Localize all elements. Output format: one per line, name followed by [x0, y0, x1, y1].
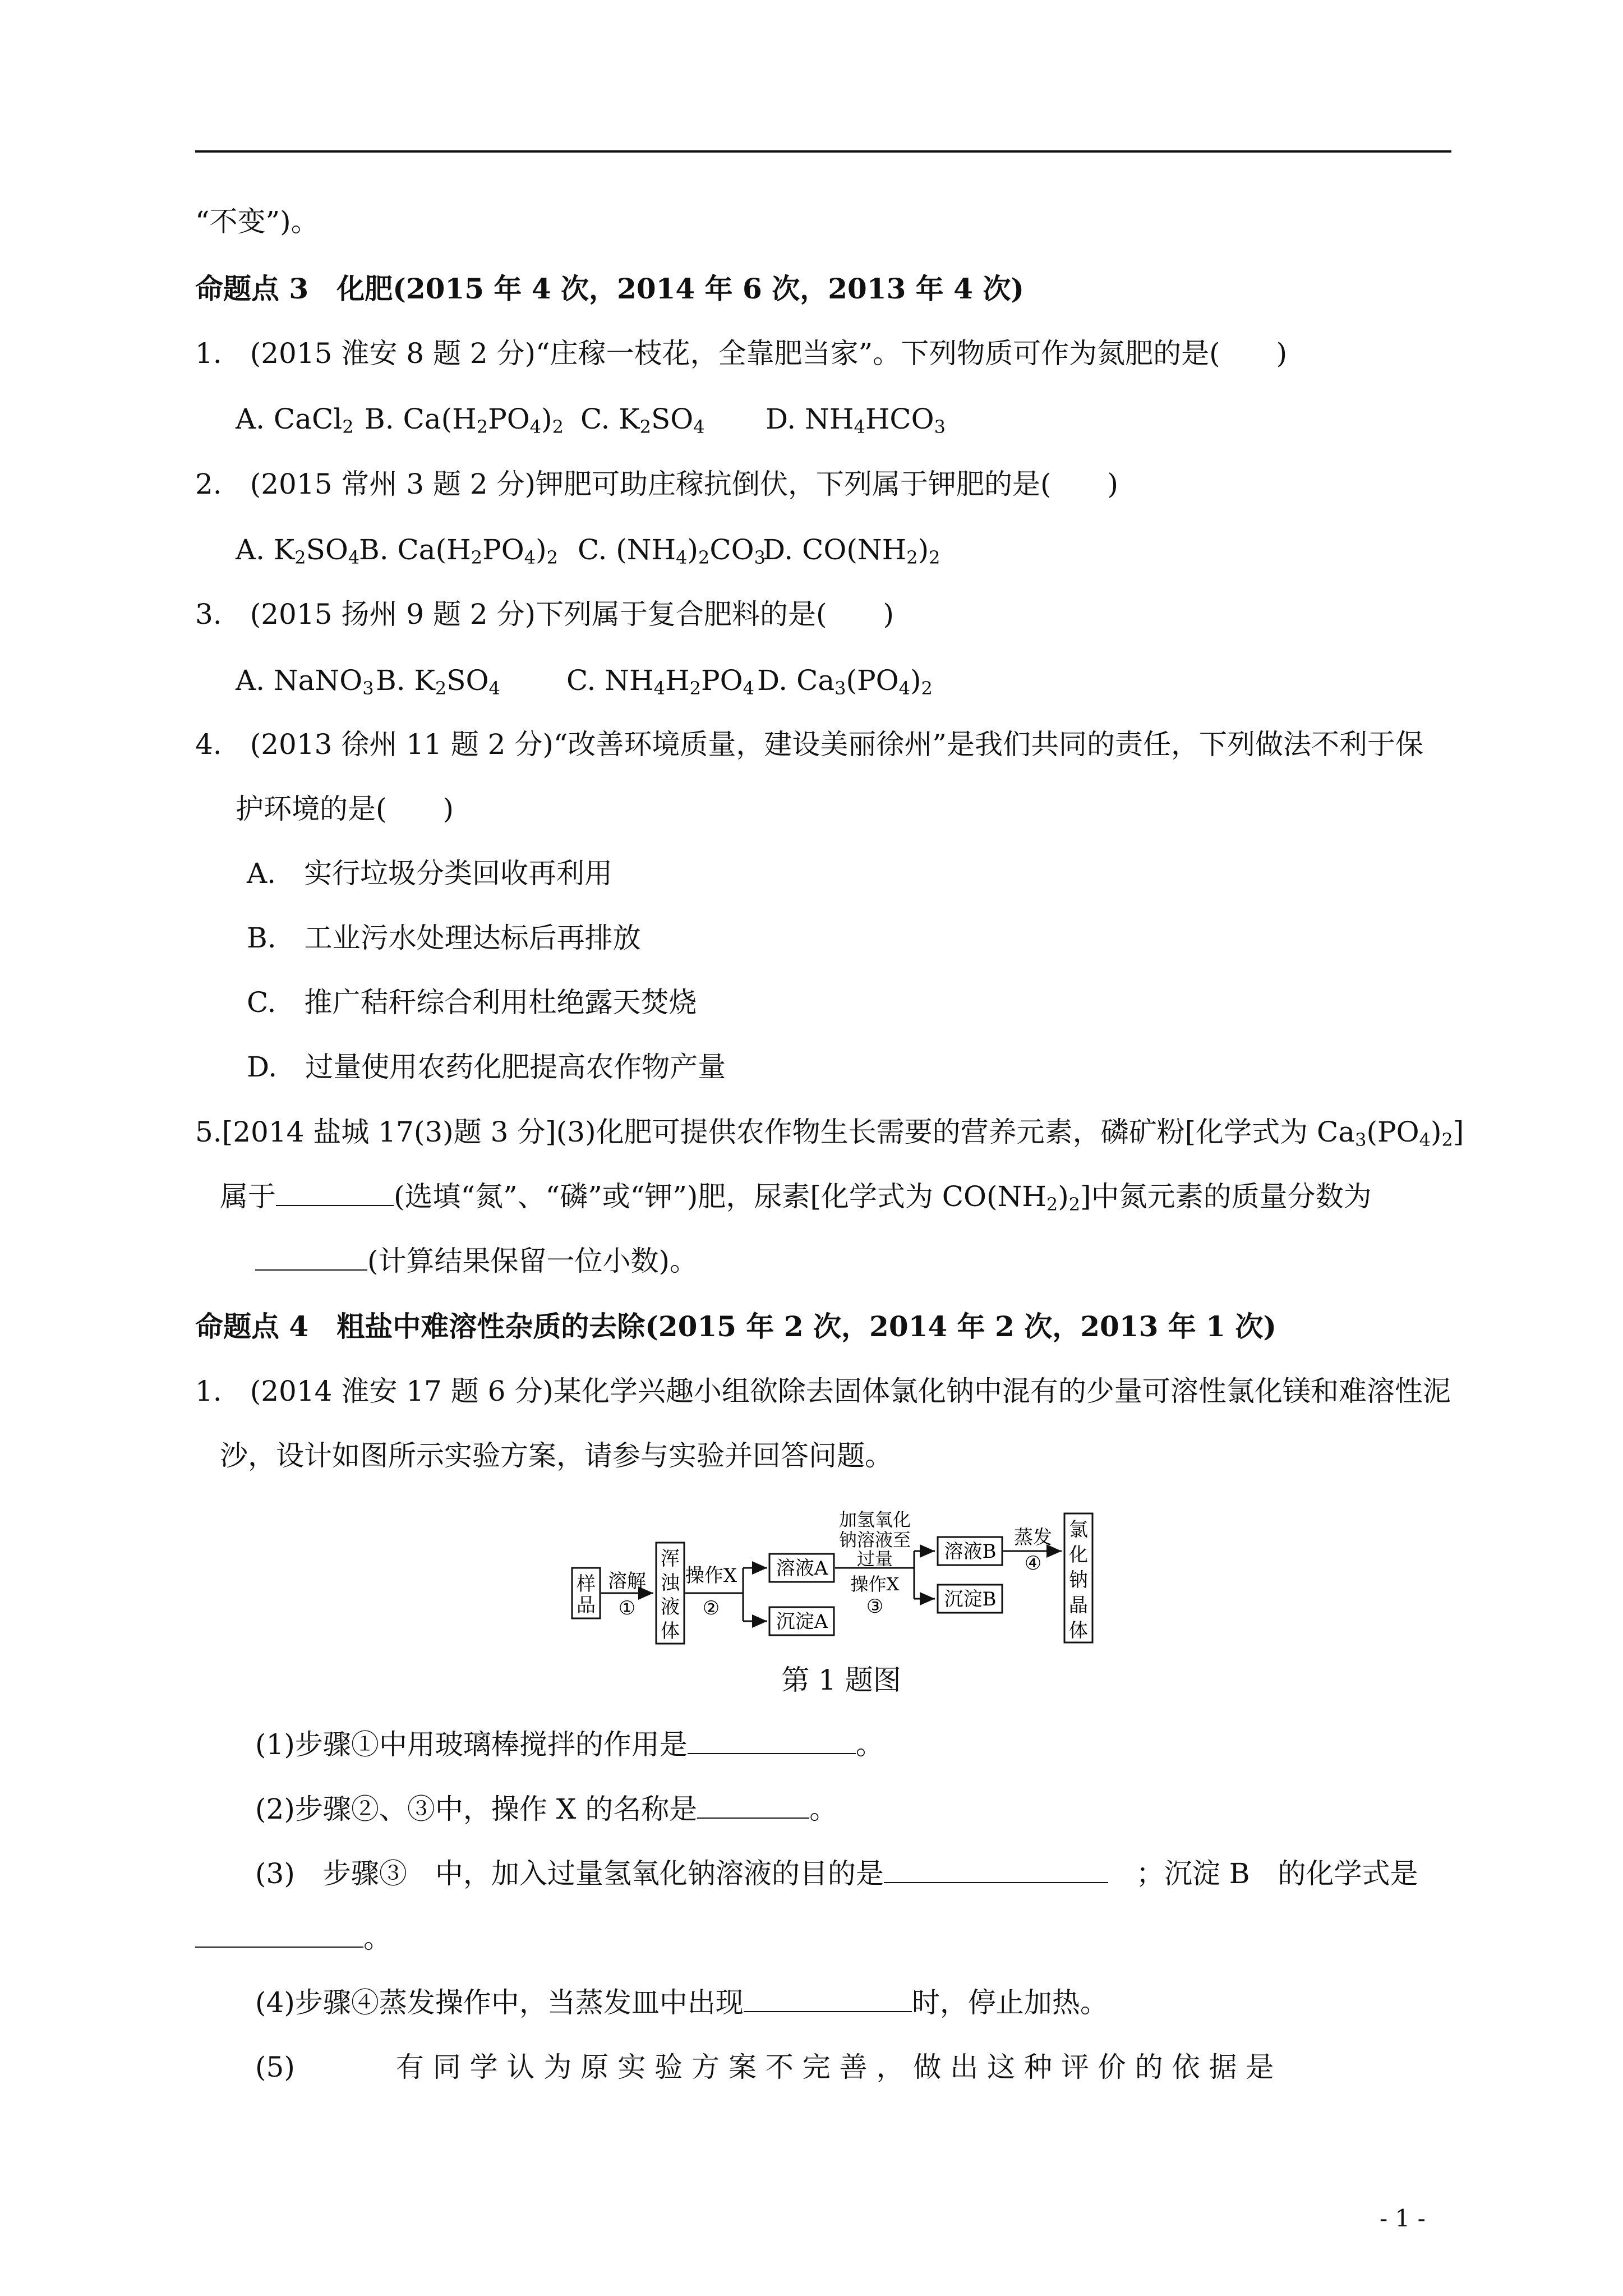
- step4-label: ④: [1024, 1552, 1042, 1575]
- s4-q1-stem-line2: 沙，设计如图所示实验方案，请参与实验并回答问题。: [220, 1439, 893, 1472]
- s4-q1-sub3-cont: 。: [195, 1921, 391, 1955]
- section3-title: 命题点 3 化肥(2015 年 4 次，2014 年 6 次，2013 年 4 次): [195, 272, 1025, 305]
- step3-label: ③: [866, 1595, 884, 1618]
- turbid-char-4: 体: [661, 1620, 680, 1642]
- header-rule: [195, 150, 1451, 153]
- nacl-crystal-box: [1064, 1513, 1092, 1642]
- add-naoh-line2: 钠溶液至: [838, 1529, 911, 1550]
- sample-label-1: 样: [577, 1573, 596, 1595]
- opx-label: 操作X: [685, 1565, 737, 1587]
- s4-q1-sub1: (1)步骤①中用玻璃棒搅拌的作用是 。: [255, 1728, 884, 1761]
- q2-option-c: C. $(NH_4)_2CO_3$: [578, 533, 766, 568]
- q1-option-c: C. $K_2SO_4$: [580, 403, 705, 438]
- sample-label-2: 品: [577, 1594, 596, 1617]
- turbid-char-2: 浊: [661, 1572, 680, 1594]
- q2-option-d: D. $CO(NH_2)_2$: [763, 533, 940, 568]
- q2-stem: 2. (2015 常州 3 题 2 分)钾肥可助庄稼抗倒伏，下列属于钾肥的是( ): [195, 468, 1119, 500]
- s4-q1-sub5: (5) 有 同 学 认 为 原 实 验 方 案 不 完 善 ， 做 出 这 种 评 价 的 依 据 是: [255, 2051, 1274, 2083]
- q3-option-b: B. $K_2SO_4$: [376, 664, 500, 699]
- precip-b-label: 沉淀B: [944, 1588, 997, 1611]
- turbid-char-3: 液: [661, 1596, 680, 1618]
- add-naoh-line3: 过量: [856, 1548, 893, 1570]
- q4-option-c: C. 推广秸秆综合利用杜绝露天焚烧: [247, 986, 697, 1019]
- figure-caption: 第 1 题图: [781, 1664, 901, 1696]
- q3-option-c: C. $NH_4H_2PO_4$: [566, 664, 754, 699]
- q3-options: [236, 664, 933, 697]
- q2-option-a: A. $K_2SO_4$: [236, 533, 360, 568]
- q2-option-b: B. $Ca(H_2PO_4)_2$: [359, 533, 558, 568]
- nacl-char-5: 体: [1069, 1619, 1088, 1642]
- q4-option-d: D. 过量使用农药化肥提高农作物产量: [247, 1051, 726, 1083]
- s4-q1-sub4: (4)步骤④蒸发操作中，当蒸发皿中出现 时，停止加热。: [255, 1986, 1108, 2019]
- q5-line3: (计算结果保留一位小数)。: [255, 1244, 698, 1278]
- q4-option-a: A. 实行垃圾分类回收再利用: [247, 857, 613, 890]
- q4-stem-line1: 4. (2013 徐州 11 题 2 分)“改善环境质量，建设美丽徐州”是我们共同的责任，下列做法不利于保: [195, 728, 1423, 761]
- q4-stem-line2: 护环境的是( ): [236, 793, 454, 825]
- q1-option-d: D. $NH_4HCO_3$: [766, 403, 946, 438]
- intro-line: “不变”)。: [195, 205, 319, 238]
- page-number: - 1 -: [1380, 2205, 1426, 2232]
- q5-line2: 属于 (选填“氮”、“磷”或“钾”)肥，尿素[化学式为 $CO(NH_2)_2$]中氮元素的质量分数为: [220, 1180, 1372, 1215]
- q3-option-a: A. NaNO$_3$: [236, 664, 374, 699]
- evaporate-label: 蒸发: [1014, 1526, 1052, 1549]
- flowchart-diagram: [561, 1509, 1138, 1655]
- dissolve-label: 溶解: [608, 1570, 646, 1593]
- nacl-char-4: 晶: [1069, 1594, 1088, 1617]
- section4-title: 命题点 4 粗盐中难溶性杂质的去除(2015 年 2 次，2014 年 2 次，2013 年 1 次): [195, 1310, 1277, 1343]
- q1-options: [236, 402, 946, 436]
- turbid-char-1: 浑: [661, 1548, 680, 1570]
- q2-options: [236, 533, 940, 567]
- q1-stem: 1. (2015 淮安 8 题 2 分)“庄稼一枝花，全靠肥当家”。下列物质可作为氮肥的是( ): [195, 337, 1288, 370]
- nacl-char-1: 氯: [1069, 1519, 1088, 1541]
- q5-line1: 5.[2014 盐城 17(3)题 3 分](3)化肥可提供农作物生长需要的营养元素，磷矿粉[化学式为 $Ca_3(PO_4)_2$]: [195, 1116, 1464, 1151]
- s4-q1-stem-line1: 1. (2014 淮安 17 题 6 分)某化学兴趣小组欲除去固体氯化钠中混有的少量可溶性氯化镁和难溶性泥: [195, 1375, 1451, 1407]
- nacl-char-2: 化: [1069, 1544, 1088, 1566]
- nacl-char-3: 钠: [1069, 1569, 1088, 1591]
- q1-option-a: A. CaCl$_2$: [236, 403, 354, 438]
- step1-label: ①: [618, 1597, 636, 1619]
- q1-option-b: B. $Ca(H_2PO_4)_2$: [365, 403, 564, 438]
- s4-q1-sub2: (2)步骤②、③中，操作 X 的名称是 。: [255, 1793, 838, 1825]
- s4-q1-sub3: (3) 步骤③ 中，加入过量氢氧化钠溶液的目的是 ；沉淀 B 的化学式是: [255, 1857, 1418, 1890]
- q3-stem: 3. (2015 扬州 9 题 2 分)下列属于复合肥料的是( ): [195, 598, 895, 631]
- turbid-box: [656, 1543, 684, 1644]
- q3-option-d: D. $Ca_3(PO_4)_2$: [757, 664, 933, 699]
- solution-a-label: 溶液A: [776, 1557, 828, 1580]
- solution-b-label: 溶液B: [944, 1540, 997, 1563]
- opx2-label: 操作X: [850, 1573, 900, 1595]
- q4-option-b: B. 工业污水处理达标后再排放: [247, 922, 641, 954]
- add-naoh-line1: 加氢氧化: [838, 1509, 911, 1530]
- precip-a-label: 沉淀A: [776, 1611, 828, 1633]
- sample-box: [572, 1568, 600, 1618]
- step2-label: ②: [702, 1597, 720, 1619]
